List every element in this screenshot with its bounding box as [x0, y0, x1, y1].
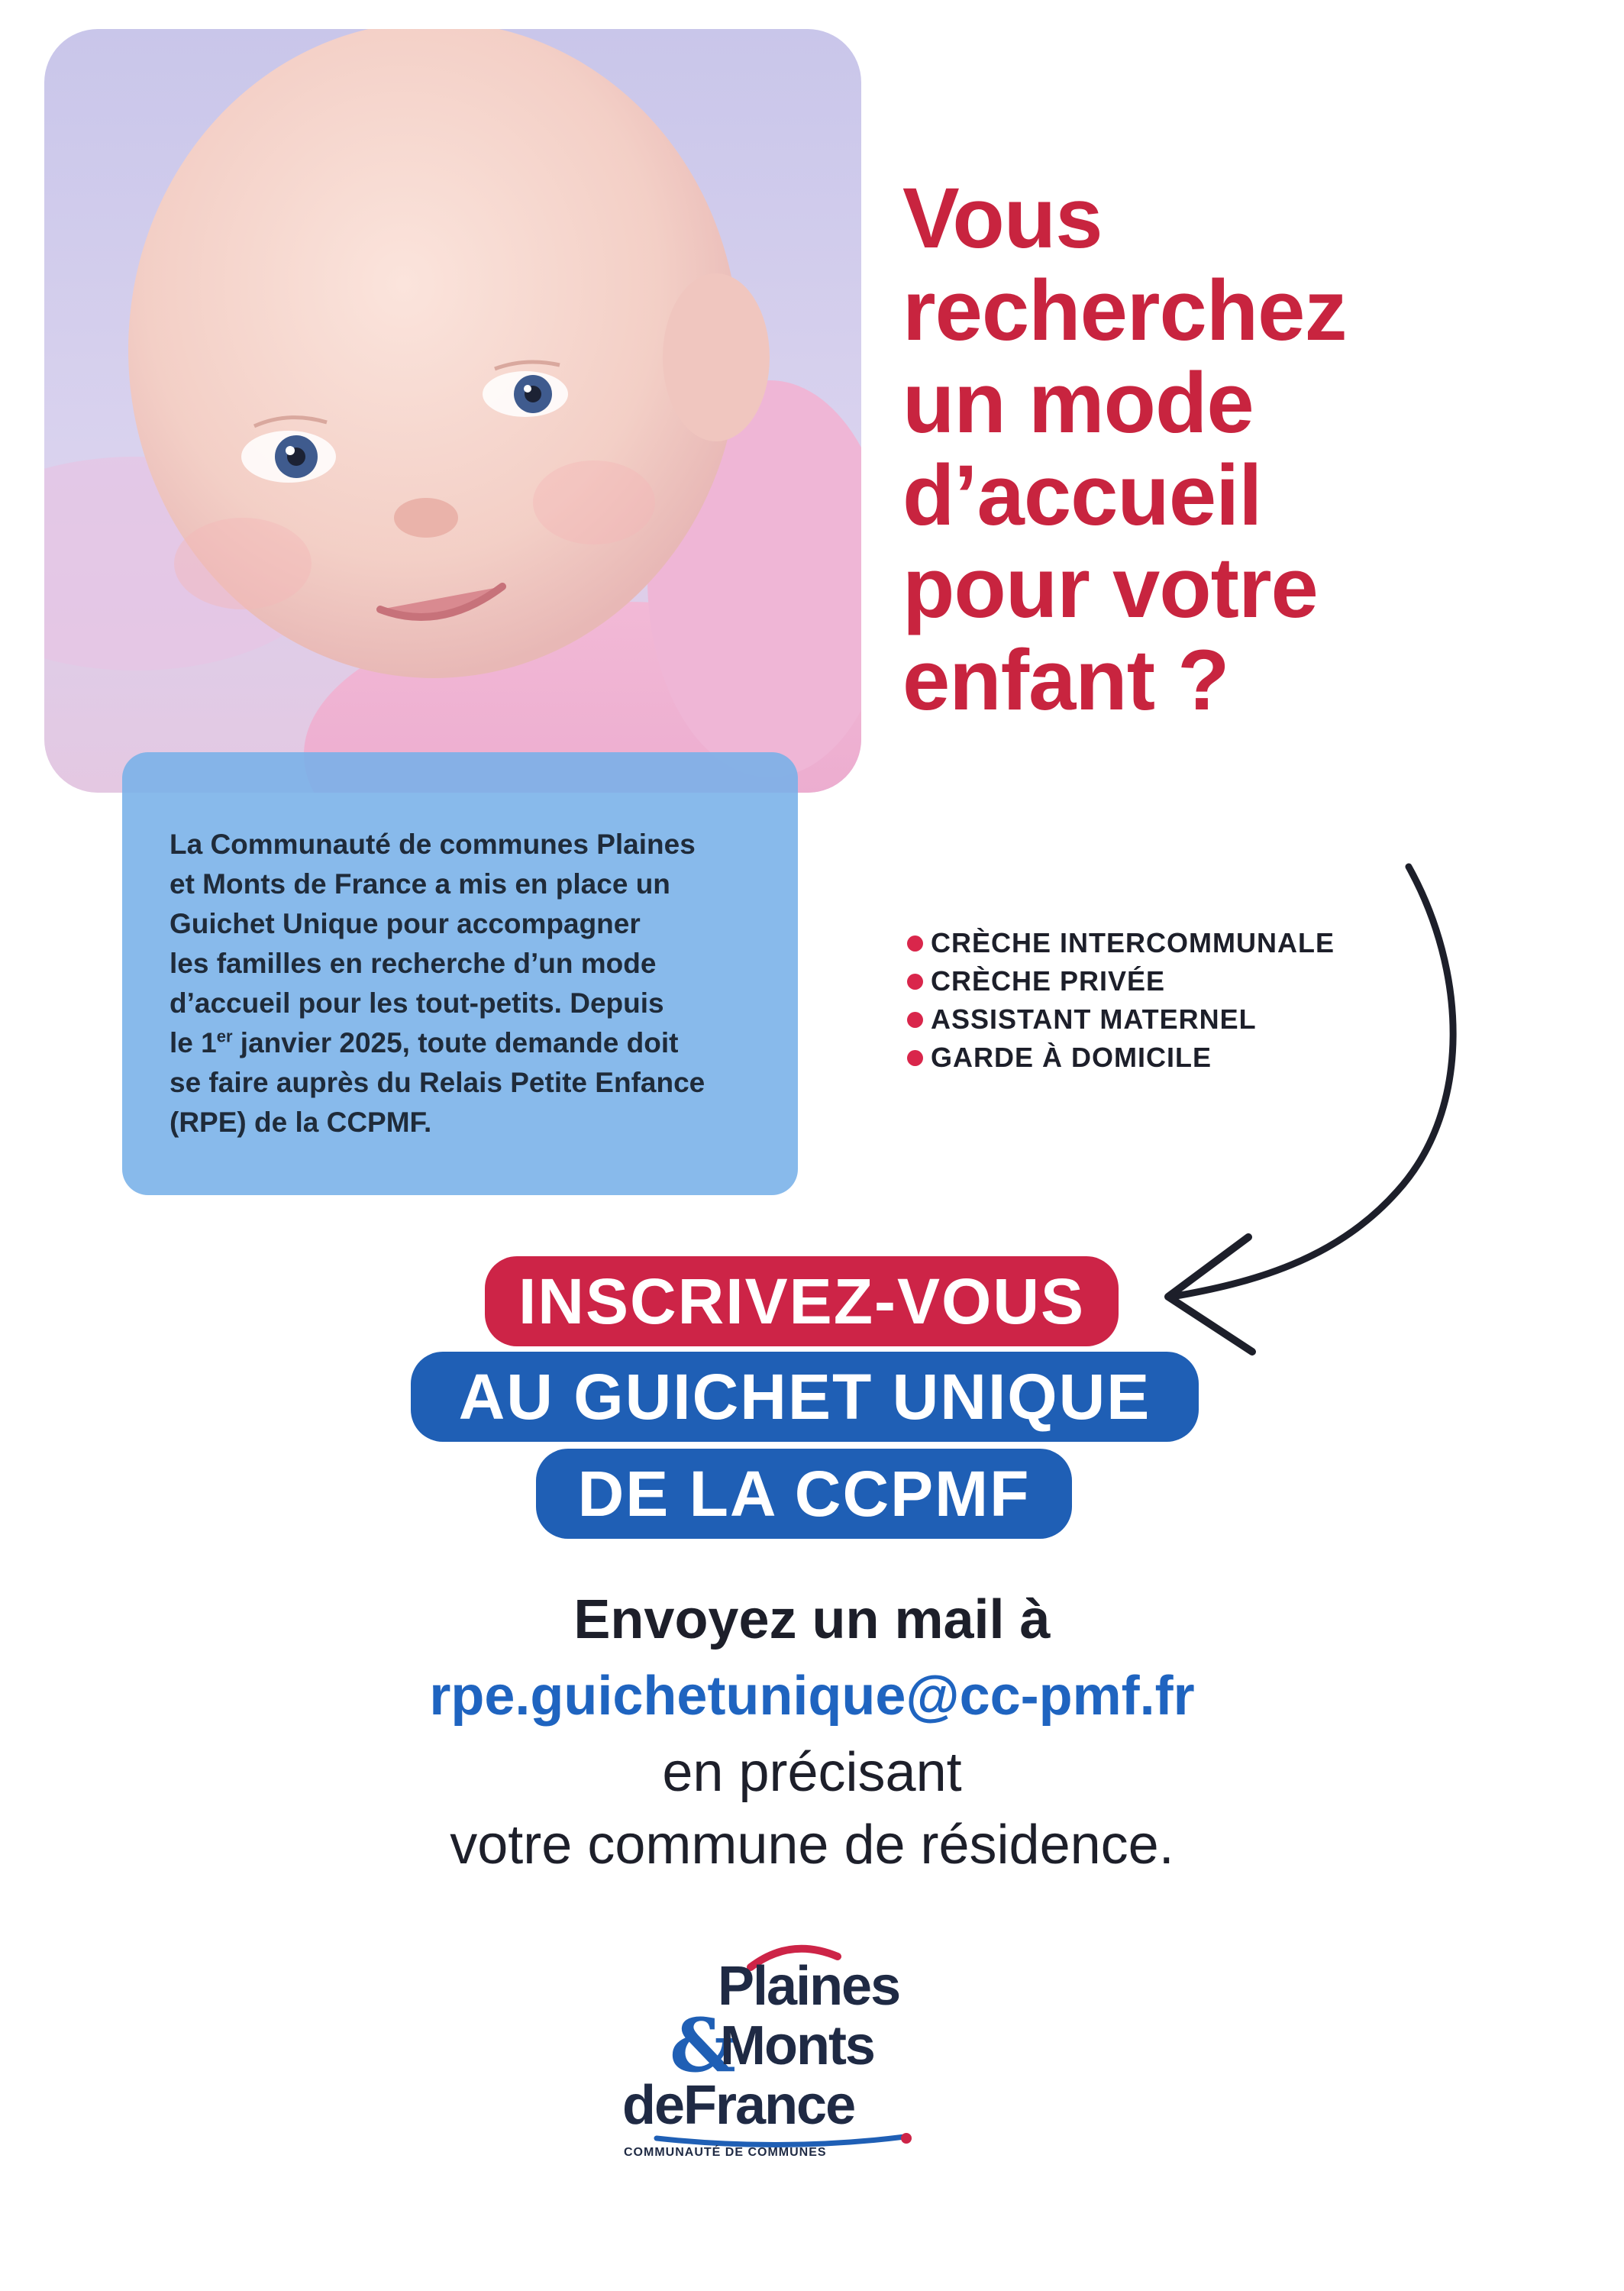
info-date-prefix: le 1: [170, 1027, 217, 1058]
cta-register-pill: INSCRIVEZ-VOUS: [485, 1256, 1119, 1346]
info-line: d’accueil pour les tout-petits. Depuis: [170, 987, 664, 1019]
info-line: La Communauté de communes Plaines: [170, 829, 696, 860]
bullet-icon: [907, 1050, 923, 1066]
headline: [902, 172, 1590, 726]
curved-arrow-icon: [1145, 855, 1481, 1375]
info-line: Guichet Unique pour accompagner: [170, 908, 641, 939]
cta-ccpmf-pill: DE LA CCPMF: [536, 1449, 1072, 1539]
logo-monts: Monts: [720, 2015, 874, 2076]
mode-label: ASSISTANT MATERNEL: [931, 1003, 1257, 1035]
mode-label: GARDE À DOMICILE: [931, 1042, 1212, 1073]
logo-tagline: COMMUNAUTÉ DE COMMUNES: [624, 2146, 827, 2159]
bullet-icon: [907, 1012, 923, 1028]
mail-note-line1: en précisant: [662, 1742, 962, 1803]
mode-label: CRÈCHE INTERCOMMUNALE: [931, 927, 1335, 958]
cta-guichet-pill: AU GUICHET UNIQUE: [411, 1352, 1199, 1442]
info-box: [122, 752, 798, 1195]
ccpmf-logo: [622, 1955, 943, 2169]
headline-line: recherchez: [902, 263, 1347, 358]
mode-label: CRÈCHE PRIVÉE: [931, 965, 1166, 997]
email-address[interactable]: rpe.guichetunique@cc-pmf.fr: [429, 1666, 1195, 1727]
info-line: [170, 1023, 752, 1063]
bullet-icon: [907, 974, 923, 990]
logo-defrance: deFrance: [622, 2075, 855, 2136]
baby-illustration: [44, 29, 861, 793]
info-date-sup: er: [216, 1026, 233, 1046]
headline-line: d’accueil: [902, 448, 1262, 543]
headline-line: pour votre: [902, 540, 1318, 635]
baby-photo: [44, 29, 861, 793]
bullet-icon: [907, 935, 923, 952]
info-line: les familles en recherche d’un mode: [170, 948, 657, 979]
info-line: se faire auprès du Relais Petite Enfance: [170, 1067, 705, 1098]
headline-line: un mode: [902, 355, 1254, 451]
mail-note-line2: votre commune de résidence.: [450, 1814, 1174, 1876]
mail-intro: Envoyez un mail à: [573, 1589, 1051, 1650]
headline-line: enfant ?: [902, 632, 1229, 728]
logo-ampersand: &: [670, 2002, 736, 2089]
headline-line: Vous: [902, 170, 1103, 266]
info-line: et Monts de France a mis en place un: [170, 868, 670, 900]
logo-plaines: Plaines: [718, 1956, 900, 2017]
info-line: (RPE) de la CCPMF.: [170, 1107, 432, 1138]
info-date-suffix: janvier 2025, toute demande doit: [232, 1027, 679, 1058]
